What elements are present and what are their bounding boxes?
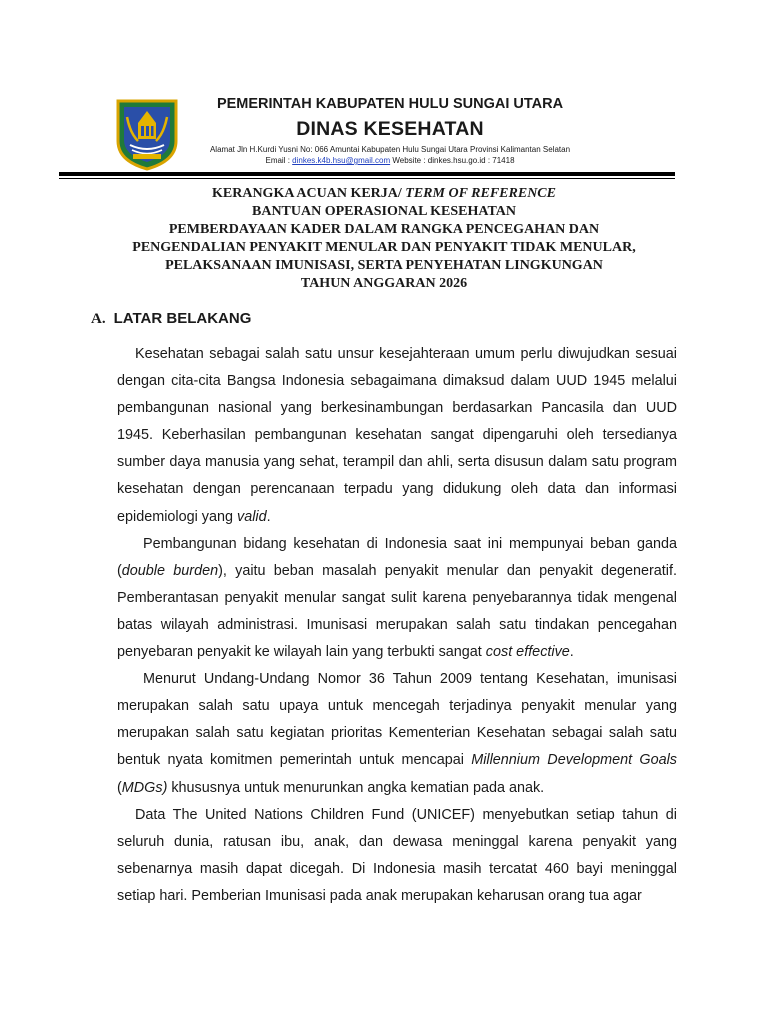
section-heading: [91, 310, 251, 328]
document-body: [117, 341, 677, 910]
paragraph-4: Data The United Nations Children Fund (UNICEF) menyebutkan setiap tahun di seluruh dunia, ratusan ibu, anak, dan dewasa meninggal karena penyakit yang sebenarnya masih dapat dicegah. Di Indonesia masih tercatat 460 bayi meninggal setiap hari. Pemberian Imunisasi pada anak merupakan keharusan orang tua agar: [117, 806, 677, 904]
email-link[interactable]: dinkes.k4b.hsu@gmail.com: [292, 156, 391, 165]
letterhead-address: Alamat Jln H.Kurdi Yusni No: 066 Amuntai Kabupaten Hulu Sungai Utara Provinsi Kalimantan Selatan: [209, 145, 571, 154]
title-line-4: PENGENDALIAN PENYAKIT MENULAR DAN PENYAKIT TIDAK MENULAR,: [132, 240, 636, 255]
document-title: [60, 185, 708, 293]
title-line-5: PELAKSANAAN IMUNISASI, SERTA PENYEHATAN LINGKUNGAN: [165, 258, 603, 273]
section-letter: A.: [91, 311, 106, 327]
letterhead-government: PEMERINTAH KABUPATEN HULU SUNGAI UTARA: [216, 96, 564, 112]
letterhead-divider-thin: [59, 178, 675, 179]
paragraph-1: Kesehatan sebagai salah satu unsur kesejahteraan umum perlu diwujudkan sesuai dengan cita-cita Bangsa Indonesia sebagaimana dimaksud dalam UUD 1945 melalui pembangunan nasional yang berkesinambungan berdasarkan Pancasila dan UUD 1945. Keberhasilan pembangunan kesehatan sangat dipengaruhi oleh tersedianya sumber daya manusia yang sehat, terampil dan ahli, serta disusun dalam satu program kesehatan dengan perencanaan terpadu yang didukung oleh data dan informasi epidemiologi yang valid.: [117, 346, 677, 525]
email-label: Email :: [265, 156, 290, 165]
paragraph-3: Menurut Undang-Undang Nomor 36 Tahun 2009 tentang Kesehatan, imunisasi merupakan salah satu upaya untuk mencegah terjadinya penyakit menular yang merupakan salah satu kegiatan prioritas Kementerian Kesehatan sebagai salah satu bentuk nyata komitmen pemerintah untuk mencapai Millennium Development Goals (MDGs) khususnya untuk menurunkan angka kematian pada anak.: [117, 671, 677, 796]
title-line-2: BANTUAN OPERASIONAL KESEHATAN: [252, 204, 516, 219]
letterhead-divider-thick: [59, 172, 675, 176]
section-title: LATAR BELAKANG: [113, 310, 252, 327]
title-line-3: PEMBERDAYAAN KADER DALAM RANGKA PENCEGAHAN DAN: [168, 222, 600, 237]
regency-logo-icon: [114, 97, 180, 171]
paragraph-2: Pembangunan bidang kesehatan di Indonesia saat ini mempunyai beban ganda (double burden), yaitu beban masalah penyakit menular dan penyakit degeneratif. Pemberantasan penyakit menular sangat sulit karena penyebarannya tidak mengenal batas wilayah administrasi. Imunisasi merupakan salah satu tindakan pencegahan penyebaran penyakit ke wilayah lain yang terbukti sangat cost effective.: [117, 535, 677, 661]
title-line-1: KERANGKA ACUAN KERJA/ TERM OF REFERENCE: [212, 186, 556, 201]
website-text: Website : dinkes.hsu.go.id : 71418: [392, 156, 515, 165]
letterhead-department: DINAS KESEHATAN: [296, 118, 484, 140]
letterhead-contact: [180, 156, 600, 165]
title-line-6: TAHUN ANGGARAN 2026: [300, 276, 468, 291]
